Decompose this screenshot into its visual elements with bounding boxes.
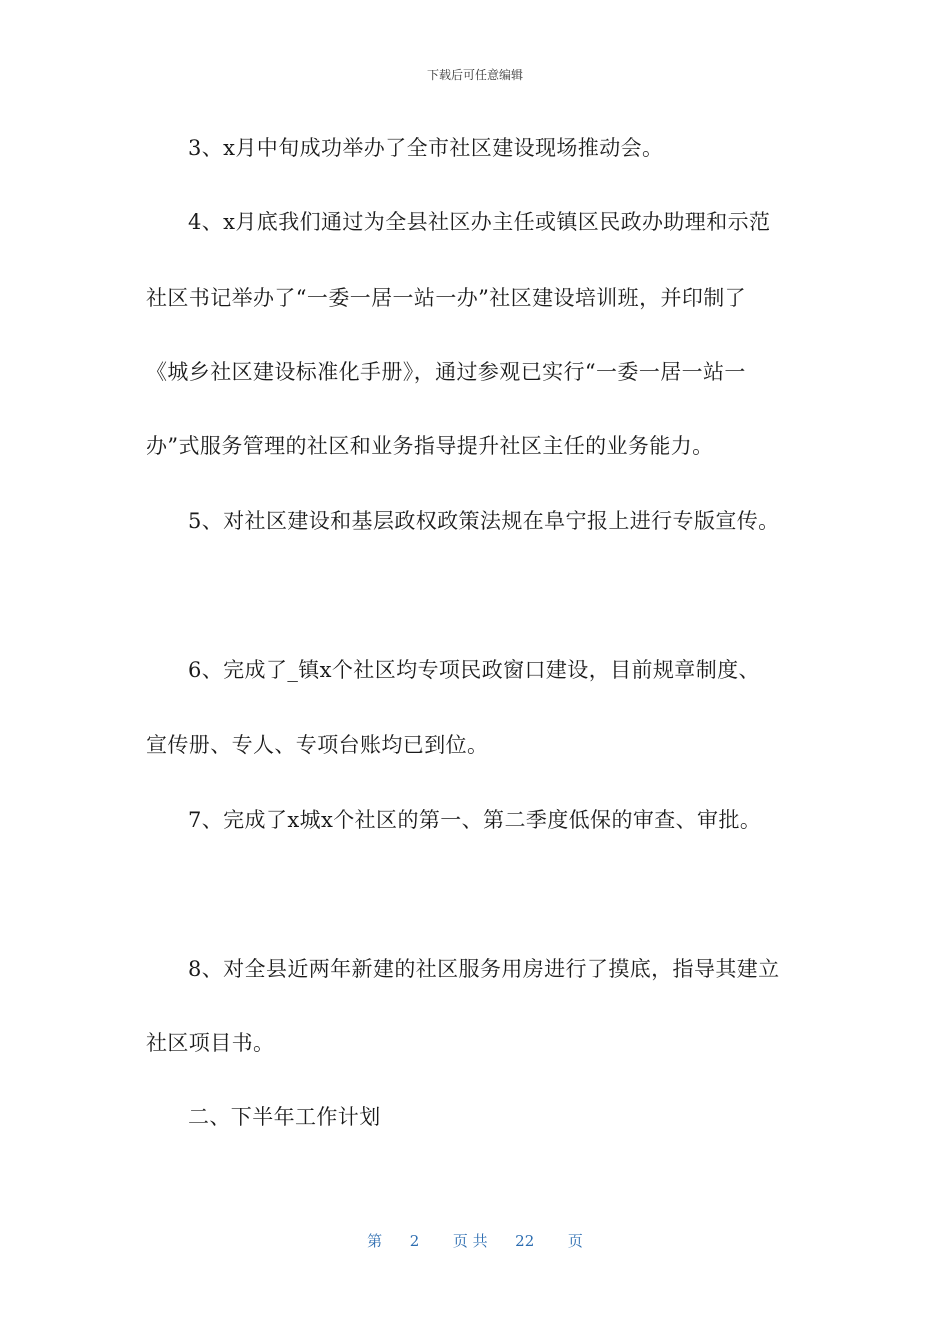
footer-suffix: 页 bbox=[567, 1232, 583, 1250]
paragraph-line: 4、x月底我们通过为全县社区办主任或镇区民政办助理和示范 bbox=[188, 210, 771, 234]
paragraph-line: 《城乡社区建设标准化手册》，通过参观已实行“一委一居一站一 bbox=[146, 360, 746, 384]
section-heading: 二、下半年工作计划 bbox=[188, 1105, 381, 1129]
paragraph-line: 6、完成了_镇x个社区均专项民政窗口建设，目前规章制度、 bbox=[188, 658, 760, 682]
footer-middle: 页 共 bbox=[452, 1232, 488, 1250]
paragraph-line: 宣传册、专人、专项台账均已到位。 bbox=[146, 733, 489, 757]
paragraph-line: 办”式服务管理的社区和业务指导提升社区主任的业务能力。 bbox=[146, 434, 714, 458]
footer-prefix: 第 bbox=[367, 1232, 383, 1250]
page-footer bbox=[0, 1230, 950, 1251]
paragraph-line: 社区书记举办了“一委一居一站一办”社区建设培训班，并印制了 bbox=[146, 286, 747, 310]
paragraph-line: 5、对社区建设和基层政权政策法规在阜宁报上进行专版宣传。 bbox=[188, 509, 780, 533]
paragraph-line: 3、x月中旬成功举办了全市社区建设现场推动会。 bbox=[188, 136, 664, 160]
paragraph-line: 8、对全县近两年新建的社区服务用房进行了摸底，指导其建立 bbox=[188, 957, 780, 981]
footer-page-number: 2 bbox=[409, 1232, 420, 1250]
footer-total-pages: 22 bbox=[515, 1232, 535, 1250]
paragraph-line: 社区项目书。 bbox=[146, 1031, 275, 1055]
header-note: 下载后可任意编辑 bbox=[426, 68, 523, 82]
paragraph-line: 7、完成了x城x个社区的第一、第二季度低保的审查、审批。 bbox=[188, 808, 762, 832]
